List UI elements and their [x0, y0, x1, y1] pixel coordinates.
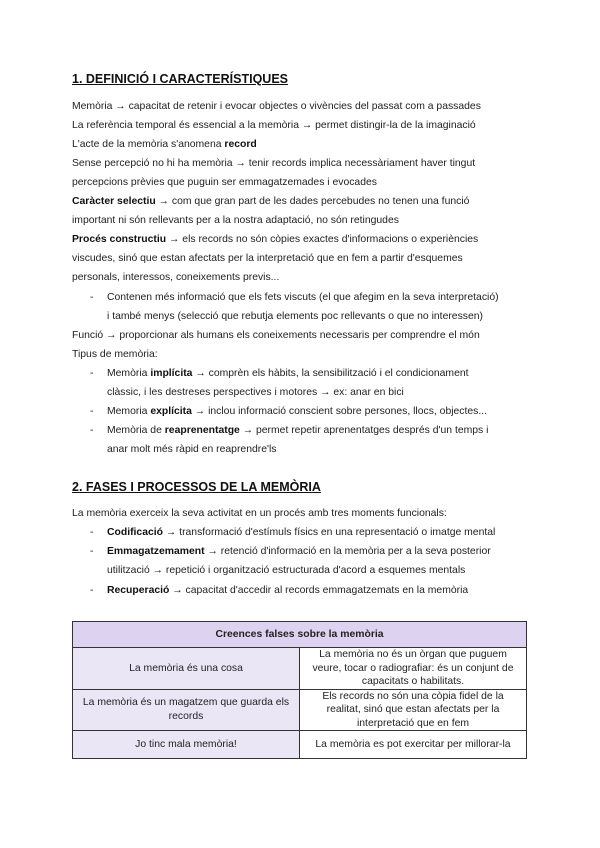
bullet-more-info-cont: i també menys (selecció que rebutja elements poc rellevants o que no interessen)	[107, 311, 483, 322]
bullet-implicit: Memòria implícita → comprèn els hàbits, la sensibilització i el condicionament	[107, 368, 469, 379]
belief-cell: La memòria és un magatzem que guarda els records	[73, 689, 300, 731]
bullet-dash: -	[90, 585, 94, 596]
truth-cell: La memòria es pot exercitar per millorar-la	[300, 731, 527, 759]
table-row	[73, 689, 527, 731]
line-constructive-cont2: personals, interessos, coneixements previs...	[72, 272, 280, 283]
bullet-dash: -	[90, 292, 94, 303]
section2-heading: 2. FASES I PROCESSOS DE LA MEMÒRIA	[72, 480, 321, 494]
line-perception-cont: percepcions prèvies que puguin ser emmagatzemades i evocades	[72, 177, 377, 188]
line-temporal-reference: La referència temporal és essencial a la memòria → permet distingir-la de la imaginació	[72, 120, 476, 131]
table-row	[73, 648, 527, 690]
bullet-dash: -	[90, 546, 94, 557]
line-constructive: Procés constructiu → els records no són còpies exactes d'informacions o experiències	[72, 234, 479, 245]
line-record: L'acte de la memòria s'anomena record	[72, 139, 257, 150]
line-memoria-definition: Memòria → capacitat de retenir i evocar objectes o vivències del passat com a passades	[72, 101, 481, 112]
bullet-relearning: Memòria de reaprenentatge → permet repetir aprenentatges després d'un temps i	[107, 425, 489, 436]
belief-cell: Jo tinc mala memòria!	[73, 731, 300, 759]
line-selective-cont: important ni són rellevants per a la nostra adaptació, no són retingudes	[72, 215, 399, 226]
false-beliefs-table	[72, 621, 527, 759]
bullet-dash: -	[90, 368, 94, 379]
bullet-relearning-cont: anar molt més ràpid en reaprendre'ls	[107, 444, 277, 455]
bullet-dash: -	[90, 406, 94, 417]
line-phases-intro: La memòria exerceix la seva activitat en un procés amb tres moments funcionals:	[72, 508, 447, 519]
bullet-implicit-cont: clàssic, i les destreses perspectives i motores → ex: anar en bici	[107, 387, 404, 398]
bullet-retrieval: Recuperació → capacitat d'accedir al records emmagatzemats en la memòria	[107, 585, 469, 596]
belief-cell: La memòria és una cosa	[73, 648, 300, 690]
truth-cell: Els records no són una còpia fidel de la realitat, sinó que estan afectats per la interpretació que en fem	[300, 689, 527, 731]
table-row	[73, 731, 527, 759]
line-function: Funció → proporcionar als humans els coneixements necessaris per comprendre el món	[72, 330, 480, 341]
line-selective: Caràcter selectiu → com que gran part de les dades percebudes no tenen una funció	[72, 196, 470, 207]
table-title: Creences falses sobre la memòria	[73, 622, 527, 648]
bullet-storage: Emmagatzemament → retenció d'informació en la memòria per a la seva posterior	[107, 546, 491, 557]
bullet-encoding: Codificació → transformació d'estímuls físics en una representació o imatge mental	[107, 527, 496, 538]
bullet-dash: -	[90, 527, 94, 538]
line-constructive-cont1: viscudes, sinó que estan afectats per la interpretació que en fem a partir d'esquemes	[72, 253, 463, 264]
bullet-more-info: Contenen més informació que els fets viscuts (el que afegim en la seva interpretació)	[107, 292, 499, 303]
line-types: Tipus de memòria:	[72, 349, 158, 360]
line-perception: Sense percepció no hi ha memòria → tenir records implica necessàriament haver tingut	[72, 158, 476, 169]
bullet-explicit: Memoria explícita → inclou informació conscient sobre persones, llocs, objectes...	[107, 406, 488, 417]
truth-cell: La memòria no és un òrgan que puguem veure, tocar o radiografiar: és un conjunt de capacitats o habilitats.	[300, 648, 527, 690]
bullet-storage-cont: utilització → repetició i organització estructurada d'acord a esquemes mentals	[107, 565, 466, 576]
section1-heading: 1. DEFINICIÓ I CARACTERÍSTIQUES	[72, 72, 288, 86]
bullet-dash: -	[90, 425, 94, 436]
